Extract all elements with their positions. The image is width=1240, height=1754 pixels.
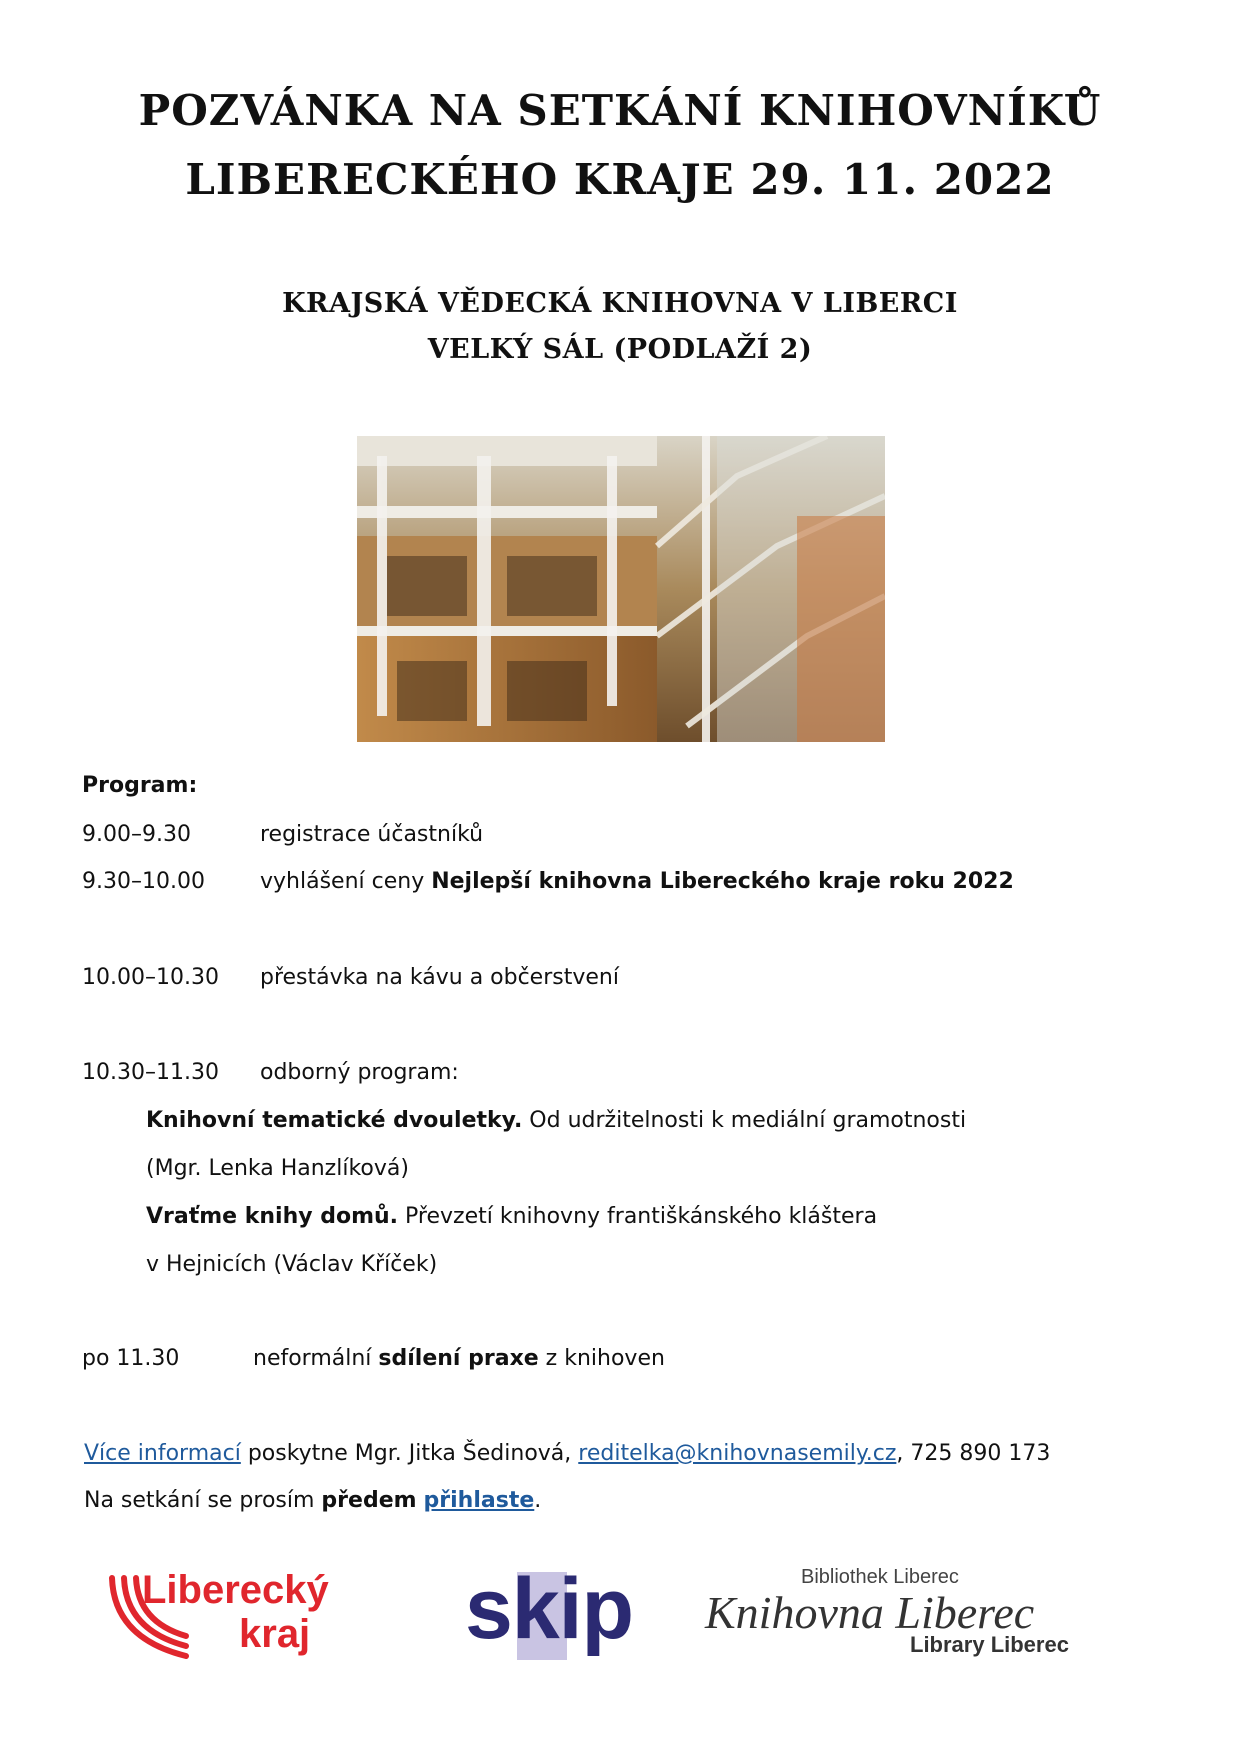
liberecky-kraj-logo — [106, 1568, 366, 1668]
program-text-plain: vyhlášení ceny — [260, 869, 432, 894]
talk-1-title: Knihovní tematické dvouletky. — [146, 1108, 523, 1133]
venue-line-1: KRAJSKÁ VĚDECKÁ KNIHOVNA V LIBERCI — [282, 288, 958, 319]
sharing-practice: sdílení praxe — [378, 1346, 539, 1371]
program-time: 10.30–11.30 — [82, 1060, 219, 1085]
talk-1-line-1 — [146, 1108, 966, 1133]
library-liberec: Library Liberec — [910, 1632, 1069, 1657]
registration-text: Na setkání se prosím — [84, 1488, 322, 1513]
venue-line-2: VELKÝ SÁL (PODLAŽÍ 2) — [427, 334, 813, 365]
skip-wordmark: skip — [465, 1561, 634, 1657]
program-time: 9.00–9.30 — [82, 822, 191, 847]
contact-line — [84, 1441, 1050, 1466]
talk-2-subtitle: Převzetí knihovny františkánského kláštera — [398, 1204, 878, 1229]
knihovna-liberec: Knihovna Liberec — [705, 1587, 1035, 1638]
title-line-1: POZVÁNKA NA SETKÁNÍ KNIHOVNÍKŮ — [138, 86, 1102, 135]
phone-number: , 725 890 173 — [896, 1441, 1051, 1466]
program-text: přestávka na kávu a občerstvení — [260, 965, 619, 990]
program-time: 10.00–10.30 — [82, 965, 219, 990]
talk-2-title: Vraťme knihy domů. — [146, 1204, 399, 1229]
registration-end: . — [534, 1488, 542, 1513]
registration-line — [84, 1488, 541, 1513]
contact-text: poskytne Mgr. Jitka Šedinová, — [240, 1441, 579, 1466]
register-link[interactable]: přihlaste — [423, 1488, 535, 1513]
program-time: po 11.30 — [82, 1346, 180, 1371]
title-line-2: LIBERECKÉHO KRAJE 29. 11. 2022 — [185, 155, 1055, 204]
program-text: odborný program: — [260, 1060, 459, 1085]
program-text — [260, 869, 1014, 894]
registration-emphasis: předem — [321, 1488, 417, 1513]
program-text-plain: neformální — [253, 1346, 379, 1371]
talk-1-subtitle: Od udržitelnosti k mediální gramotnosti — [522, 1108, 967, 1133]
skip-logo — [465, 1561, 655, 1678]
talk-2-speaker: v Hejnicích (Václav Kříček) — [146, 1252, 438, 1277]
program-text — [253, 1346, 665, 1371]
program-heading: Program: — [82, 773, 198, 798]
award-name: Nejlepší knihovna Libereckého kraje roku 2022 — [431, 869, 1014, 894]
email-link[interactable]: reditelka@knihovnasemily.cz — [578, 1441, 897, 1466]
kraj-name-line-2: kraj — [239, 1612, 311, 1656]
program-text-plain: z knihoven — [538, 1346, 665, 1371]
library-atrium-photo — [357, 436, 885, 742]
more-info-link[interactable]: Více informací — [84, 1441, 241, 1466]
program-time: 9.30–10.00 — [82, 869, 205, 894]
program-text: registrace účastníků — [260, 822, 484, 847]
kraj-name-line-1: Liberecký — [142, 1568, 329, 1612]
talk-2-line-1 — [146, 1204, 877, 1229]
talk-1-speaker: (Mgr. Lenka Hanzlíková) — [146, 1156, 409, 1181]
bibliothek-liberec: Bibliothek Liberec — [801, 1566, 959, 1588]
knihovna-liberec-logo — [705, 1566, 1125, 1676]
